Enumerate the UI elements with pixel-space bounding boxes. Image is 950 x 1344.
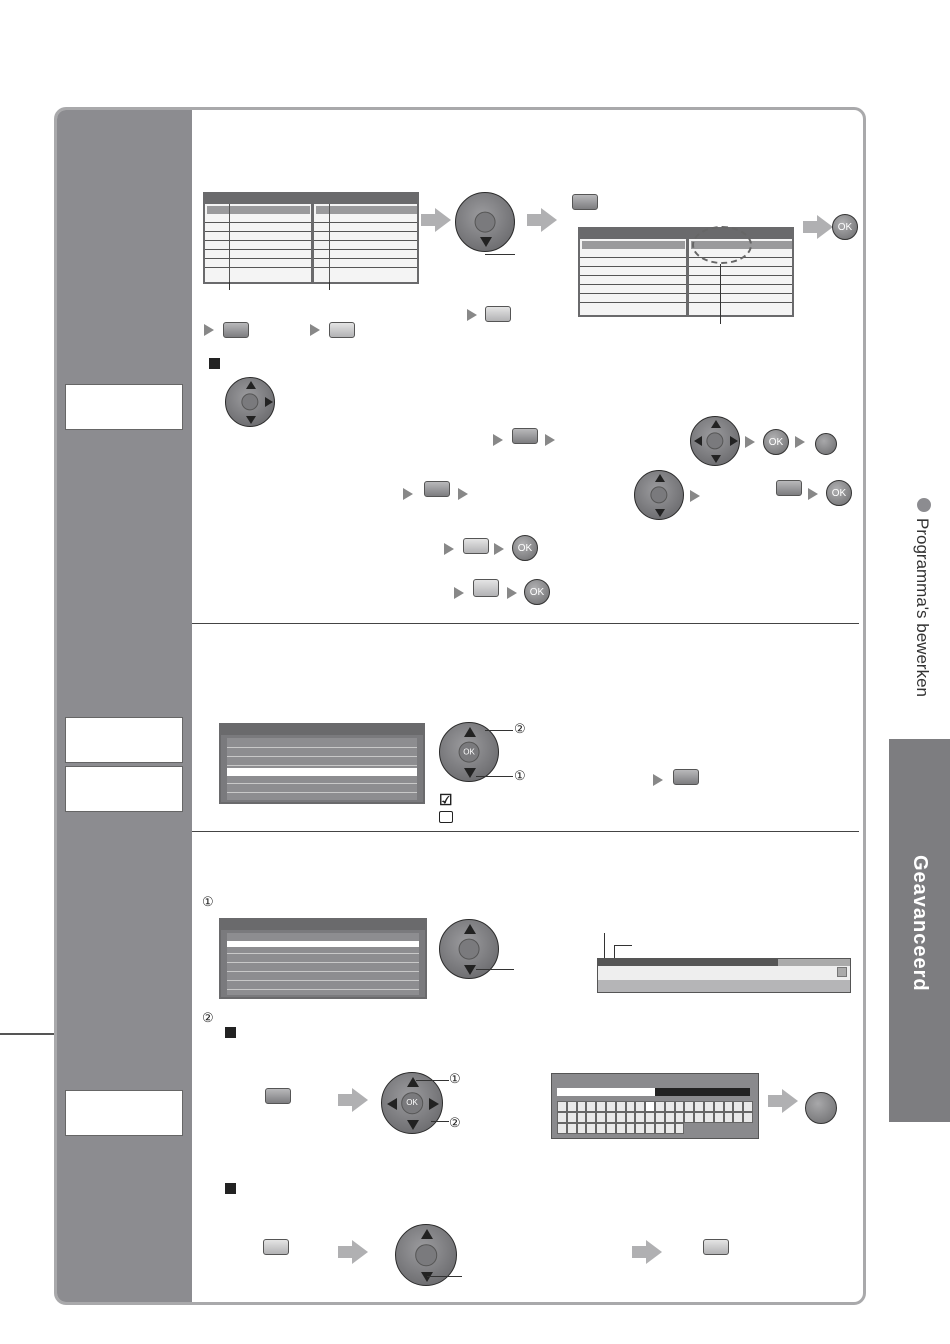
- remote-button[interactable]: [776, 480, 802, 496]
- grid-cell[interactable]: [635, 1101, 645, 1112]
- grid-cell[interactable]: [596, 1101, 606, 1112]
- remote-button[interactable]: [512, 428, 538, 444]
- section-title: Programma's bewerken: [913, 518, 932, 697]
- channel-select-screen: [219, 918, 427, 999]
- section-dot-icon: [917, 498, 931, 512]
- grid-cell[interactable]: [704, 1101, 714, 1112]
- grid-cell[interactable]: [675, 1123, 685, 1134]
- label-box-2: [65, 717, 183, 763]
- ok-button[interactable]: OK: [832, 214, 858, 240]
- ok-button[interactable]: OK: [763, 429, 789, 455]
- step-marker-2: ②: [202, 1010, 214, 1025]
- label-box-3: [65, 766, 183, 812]
- grid-cell[interactable]: [645, 1112, 655, 1123]
- grid-cell[interactable]: [655, 1112, 665, 1123]
- grid-cell[interactable]: [557, 1123, 567, 1134]
- step-marker-2: ②: [449, 1115, 461, 1130]
- grid-cell[interactable]: [616, 1101, 626, 1112]
- grid-cell[interactable]: [616, 1123, 626, 1134]
- grid-cell[interactable]: [645, 1123, 655, 1134]
- grid-cell[interactable]: [665, 1112, 675, 1123]
- left-column: [57, 110, 192, 1302]
- grid-cell[interactable]: [743, 1112, 753, 1123]
- grid-cell[interactable]: [675, 1112, 685, 1123]
- grid-cell[interactable]: [655, 1101, 665, 1112]
- dpad-icon[interactable]: OK: [381, 1072, 443, 1134]
- chapter-tab: [889, 739, 950, 1122]
- section-divider-1: [192, 623, 859, 624]
- grid-cell[interactable]: [675, 1101, 685, 1112]
- grid-cell[interactable]: [596, 1123, 606, 1134]
- grid-cell[interactable]: [635, 1112, 645, 1123]
- grid-cell[interactable]: [684, 1101, 694, 1112]
- favorites-list-screen: [219, 723, 425, 804]
- grid-cell[interactable]: [626, 1101, 636, 1112]
- grid-cell[interactable]: [743, 1101, 753, 1112]
- round-button[interactable]: [805, 1092, 837, 1124]
- dpad-icon[interactable]: [225, 377, 275, 427]
- grid-cell[interactable]: [606, 1101, 616, 1112]
- step-marker-1: ①: [449, 1071, 461, 1086]
- flow-arrow: [421, 214, 435, 226]
- highlight-ellipse: [692, 226, 752, 264]
- remote-button[interactable]: [463, 538, 489, 554]
- label-box-4: [65, 1090, 183, 1136]
- grid-cell[interactable]: [586, 1123, 596, 1134]
- step-marker-1: ①: [202, 894, 214, 909]
- grid-cell[interactable]: [557, 1101, 567, 1112]
- grid-cell[interactable]: [655, 1123, 665, 1134]
- grid-cell[interactable]: [733, 1112, 743, 1123]
- remote-button[interactable]: [473, 579, 499, 597]
- checked-box-icon: ☑: [439, 792, 453, 809]
- grid-cell[interactable]: [567, 1123, 577, 1134]
- settings-screen: [578, 227, 794, 317]
- bullet-icon: [209, 358, 220, 369]
- grid-cell[interactable]: [684, 1112, 694, 1123]
- remote-button[interactable]: [673, 769, 699, 785]
- grid-cell[interactable]: [704, 1112, 714, 1123]
- grid-cell[interactable]: [724, 1101, 734, 1112]
- grid-cell[interactable]: [557, 1112, 567, 1123]
- grid-cell[interactable]: [577, 1101, 587, 1112]
- grid-cell[interactable]: [606, 1123, 616, 1134]
- grid-cell[interactable]: [645, 1101, 655, 1112]
- dpad-icon[interactable]: OK: [439, 722, 499, 782]
- grid-cell[interactable]: [694, 1112, 704, 1123]
- grid-cell[interactable]: [635, 1123, 645, 1134]
- ok-button[interactable]: OK: [524, 579, 550, 605]
- grid-cell[interactable]: [714, 1101, 724, 1112]
- channel-list-screen: [203, 192, 419, 284]
- remote-button[interactable]: [265, 1088, 291, 1104]
- bullet-icon: [225, 1183, 236, 1194]
- name-edit-bar: [597, 958, 851, 993]
- grid-cell[interactable]: [714, 1112, 724, 1123]
- grid-cell[interactable]: [616, 1112, 626, 1123]
- remote-button[interactable]: [572, 194, 598, 210]
- grid-cell[interactable]: [567, 1112, 577, 1123]
- dpad-icon[interactable]: [690, 416, 740, 466]
- ok-button[interactable]: OK: [826, 480, 852, 506]
- label-box-1: [65, 384, 183, 430]
- remote-button[interactable]: [485, 306, 511, 322]
- remote-button[interactable]: [263, 1239, 289, 1255]
- grid-cell[interactable]: [577, 1123, 587, 1134]
- edge-line: [0, 1033, 54, 1035]
- grid-cell[interactable]: [577, 1112, 587, 1123]
- grid-cell[interactable]: [596, 1112, 606, 1123]
- remote-button[interactable]: [223, 322, 249, 338]
- character-grid: [551, 1073, 759, 1139]
- step-marker-2: ②: [514, 721, 526, 736]
- remote-button[interactable]: [703, 1239, 729, 1255]
- grid-cell[interactable]: [724, 1112, 734, 1123]
- grid-cell[interactable]: [567, 1101, 577, 1112]
- grid-cell[interactable]: [626, 1112, 636, 1123]
- grid-cell[interactable]: [665, 1101, 675, 1112]
- dpad-icon[interactable]: [455, 192, 515, 252]
- chapter-tab-label: Geavanceerd: [909, 855, 931, 992]
- remote-button[interactable]: [329, 322, 355, 338]
- dpad-icon[interactable]: [439, 919, 499, 979]
- section-divider-2: [192, 831, 859, 832]
- ok-button[interactable]: OK: [512, 535, 538, 561]
- grid-cell[interactable]: [665, 1123, 675, 1134]
- grid-cell[interactable]: [586, 1112, 596, 1123]
- dpad-icon[interactable]: [634, 470, 684, 520]
- empty-box-icon: [439, 811, 453, 823]
- step-marker-1: ①: [514, 768, 526, 783]
- grid-cell[interactable]: [694, 1101, 704, 1112]
- grid-cell[interactable]: [733, 1101, 743, 1112]
- remote-button[interactable]: [424, 481, 450, 497]
- grid-cell[interactable]: [606, 1112, 616, 1123]
- bullet-icon: [225, 1027, 236, 1038]
- round-button[interactable]: [815, 433, 837, 455]
- grid-cell[interactable]: [626, 1123, 636, 1134]
- grid-cell[interactable]: [586, 1101, 596, 1112]
